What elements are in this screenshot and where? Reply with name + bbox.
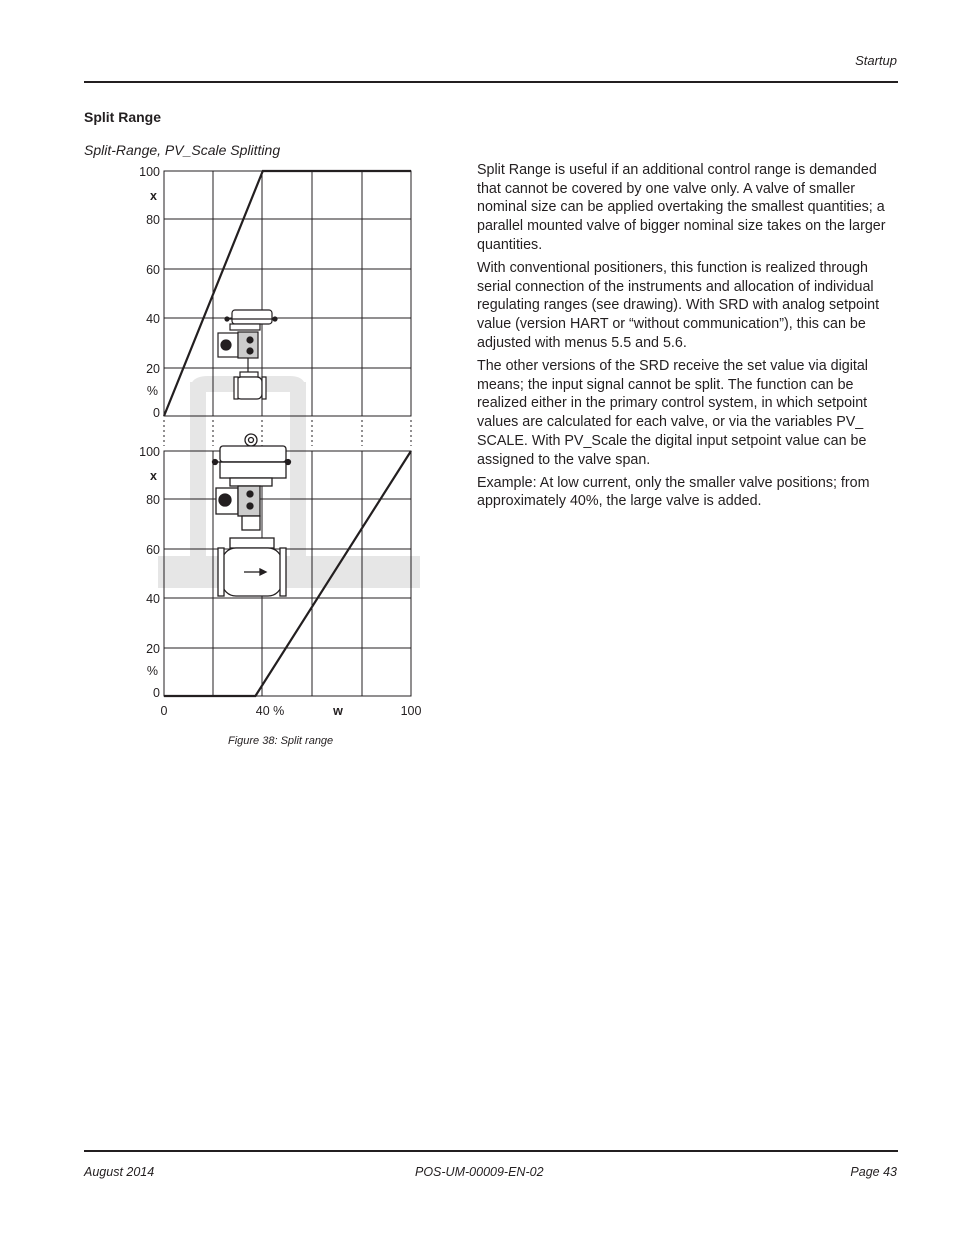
x-axis-symbol: w [333, 704, 343, 718]
lower-tick-label: 60 [146, 543, 160, 557]
split-range-figure [130, 160, 430, 720]
upper-tick-label: 60 [146, 263, 160, 277]
upper-tick-label: 0 [153, 406, 160, 420]
pipe-icon [158, 376, 420, 588]
lower-tick-label: 0 [153, 686, 160, 700]
large-valve-icon [213, 434, 291, 596]
lower-tick-label: 40 [146, 592, 160, 606]
body-text [477, 161, 899, 516]
figure-heading: Split-Range, PV_Scale Splitting [84, 142, 281, 158]
upper-tick-label: 80 [146, 213, 160, 227]
lower-tick-label: 100 [139, 445, 160, 459]
paragraph: Split Range is useful if an additional control range is demanded that cannot be covered by one valve only. A valve of smaller nominal size can be applied overtaking the smallest quantities; a parallel mounted valve of bigger nominal size takes on the larger quantities. [477, 162, 886, 253]
upper-tick-label: 100 [139, 165, 160, 179]
figure-caption: Figure 38: Split range [228, 735, 334, 747]
paragraph: With conventional positioners, this function is realized through serial connection of the instruments and allocation of individual regulating ranges (see drawing). With SRD with analog setpoint value (version HART or “without communication”), this can be adjusted with menus 5.5 and 5.6. [477, 260, 880, 351]
footer-page-number: Page 43 [850, 1165, 897, 1179]
lower-axis-symbol: x [150, 469, 157, 483]
x-tick-label: 100 [400, 704, 422, 718]
header-rule [84, 81, 898, 83]
paragraph: The other versions of the SRD receive the set value via digital means; the input signal cannot be split. The function can be realized either in the primary control system, in which setpoint values are calculated for each valve, or via the variables PV_ SCALE. With PV_Scale the digital input setpoint value can be assigned to the valve span. [477, 358, 868, 468]
header-section-name: Startup [855, 53, 897, 68]
upper-tick-label: 40 [146, 312, 160, 326]
lower-tick-label: 20 [146, 642, 160, 656]
paragraph: Example: At low current, only the smaller valve positions; from approximately 40%, the large valve is added. [477, 474, 870, 510]
footer-date: August 2014 [84, 1165, 155, 1179]
section-title: Split Range [84, 109, 162, 125]
footer-doc-id: POS-UM-00009-EN-02 [415, 1165, 544, 1179]
x-tick-label: 40 % [255, 704, 285, 718]
upper-axis-unit: % [146, 384, 158, 398]
lower-axis-unit: % [146, 664, 158, 678]
upper-axis-symbol: x [150, 189, 157, 203]
lower-tick-label: 80 [146, 493, 160, 507]
footer-rule [84, 1150, 898, 1152]
upper-tick-label: 20 [146, 362, 160, 376]
x-tick-label: 0 [160, 704, 168, 718]
